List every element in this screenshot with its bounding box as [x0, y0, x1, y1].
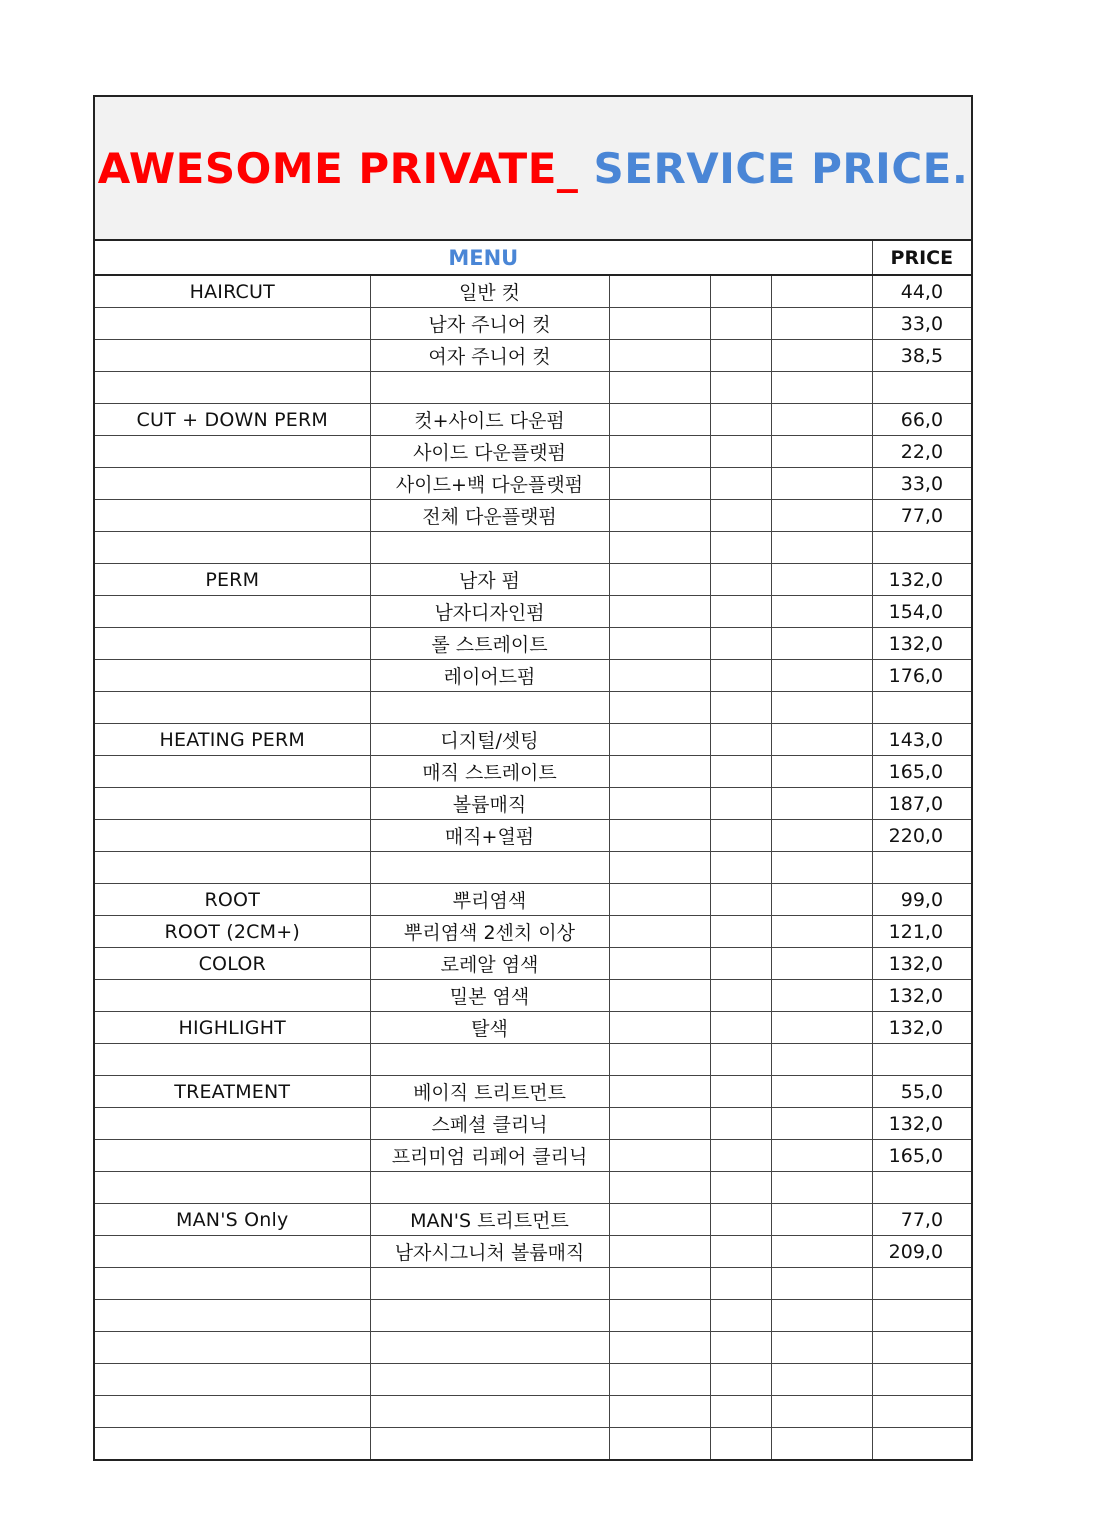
empty-cell: [771, 564, 872, 596]
empty-cell: [771, 1172, 872, 1204]
empty-cell: [609, 564, 710, 596]
price-cell: 154,0: [872, 596, 971, 628]
price-cell: 209,0: [872, 1236, 971, 1268]
menu-item-cell: [370, 1172, 609, 1204]
table-row: [95, 916, 971, 948]
empty-cell: [609, 948, 710, 980]
empty-cell: [771, 436, 872, 468]
table-row: [95, 628, 971, 660]
table-row: [95, 500, 971, 532]
menu-item-cell: 로레알 염색: [370, 948, 609, 980]
table-row: [95, 1268, 971, 1300]
empty-cell: [609, 1108, 710, 1140]
empty-cell: [771, 1236, 872, 1268]
empty-cell: [771, 916, 872, 948]
price-cell: [872, 1364, 971, 1396]
table-row: [95, 308, 971, 340]
page-title: [98, 144, 969, 193]
category-cell: HIGHLIGHT: [95, 1012, 370, 1044]
menu-item-cell: 밀본 염색: [370, 980, 609, 1012]
empty-cell: [609, 788, 710, 820]
menu-item-cell: 프리미엄 리페어 클리닉: [370, 1140, 609, 1172]
empty-cell: [609, 1300, 710, 1332]
price-cell: 22,0: [872, 436, 971, 468]
menu-item-cell: 레이어드펌: [370, 660, 609, 692]
table-row: [95, 756, 971, 788]
empty-cell: [771, 1076, 872, 1108]
price-cell: 33,0: [872, 308, 971, 340]
menu-item-cell: [370, 1044, 609, 1076]
empty-cell: [710, 404, 771, 436]
category-cell: [95, 692, 370, 724]
category-cell: TREATMENT: [95, 1076, 370, 1108]
empty-cell: [710, 1396, 771, 1428]
table-row: [95, 1204, 971, 1236]
empty-cell: [710, 532, 771, 564]
category-cell: [95, 660, 370, 692]
category-cell: [95, 500, 370, 532]
empty-cell: [771, 852, 872, 884]
empty-cell: [609, 916, 710, 948]
title-band: [95, 97, 971, 241]
menu-item-cell: [370, 852, 609, 884]
empty-cell: [710, 948, 771, 980]
empty-cell: [771, 1396, 872, 1428]
empty-cell: [609, 1140, 710, 1172]
category-cell: HAIRCUT: [95, 275, 370, 308]
price-cell: 132,0: [872, 564, 971, 596]
empty-cell: [710, 372, 771, 404]
table-row: [95, 532, 971, 564]
price-cell: [872, 1268, 971, 1300]
table-row: [95, 1236, 971, 1268]
menu-item-cell: 남자시그니처 볼륨매직: [370, 1236, 609, 1268]
empty-cell: [771, 884, 872, 916]
title-part-red: AWESOME PRIVATE_: [97, 143, 579, 193]
menu-item-cell: [370, 1364, 609, 1396]
category-cell: COLOR: [95, 948, 370, 980]
price-cell: 220,0: [872, 820, 971, 852]
table-row: [95, 1300, 971, 1332]
price-cell: 77,0: [872, 500, 971, 532]
empty-cell: [771, 500, 872, 532]
empty-cell: [710, 1428, 771, 1460]
menu-item-cell: [370, 1332, 609, 1364]
category-cell: [95, 1044, 370, 1076]
price-cell: 165,0: [872, 1140, 971, 1172]
category-cell: [95, 308, 370, 340]
empty-cell: [771, 1364, 872, 1396]
menu-item-cell: [370, 692, 609, 724]
menu-item-cell: 남자디자인펌: [370, 596, 609, 628]
price-cell: [872, 532, 971, 564]
empty-cell: [771, 980, 872, 1012]
empty-cell: [609, 468, 710, 500]
category-cell: [95, 1396, 370, 1428]
menu-item-cell: MAN'S 트리트먼트: [370, 1204, 609, 1236]
empty-cell: [609, 1364, 710, 1396]
menu-item-cell: [370, 1268, 609, 1300]
price-cell: 176,0: [872, 660, 971, 692]
table-row: [95, 1364, 971, 1396]
empty-cell: [609, 436, 710, 468]
category-cell: PERM: [95, 564, 370, 596]
price-cell: [872, 1172, 971, 1204]
category-cell: [95, 532, 370, 564]
header-row: [95, 241, 971, 275]
empty-cell: [609, 596, 710, 628]
price-cell: 132,0: [872, 628, 971, 660]
empty-cell: [609, 308, 710, 340]
empty-cell: [710, 275, 771, 308]
empty-cell: [771, 1108, 872, 1140]
menu-item-cell: [370, 372, 609, 404]
table-row: [95, 788, 971, 820]
table-row: [95, 564, 971, 596]
empty-cell: [771, 692, 872, 724]
category-cell: [95, 1108, 370, 1140]
empty-cell: [710, 1268, 771, 1300]
empty-cell: [710, 1140, 771, 1172]
menu-item-cell: 뿌리염색: [370, 884, 609, 916]
empty-cell: [771, 372, 872, 404]
empty-cell: [710, 788, 771, 820]
empty-cell: [710, 340, 771, 372]
table-row: [95, 1076, 971, 1108]
table-row: [95, 596, 971, 628]
empty-cell: [609, 372, 710, 404]
empty-cell: [710, 308, 771, 340]
empty-cell: [710, 852, 771, 884]
empty-cell: [710, 724, 771, 756]
empty-cell: [609, 1428, 710, 1460]
empty-cell: [710, 1108, 771, 1140]
menu-item-cell: 여자 주니어 컷: [370, 340, 609, 372]
price-cell: 187,0: [872, 788, 971, 820]
empty-cell: [609, 1076, 710, 1108]
category-cell: [95, 788, 370, 820]
table-row: [95, 980, 971, 1012]
empty-cell: [710, 884, 771, 916]
menu-item-cell: 남자 주니어 컷: [370, 308, 609, 340]
table-row: [95, 820, 971, 852]
menu-item-cell: 일반 컷: [370, 275, 609, 308]
category-cell: ROOT (2CM+): [95, 916, 370, 948]
category-cell: [95, 1364, 370, 1396]
menu-item-cell: [370, 1300, 609, 1332]
empty-cell: [771, 660, 872, 692]
category-cell: [95, 1332, 370, 1364]
empty-cell: [710, 1364, 771, 1396]
table-row: [95, 1108, 971, 1140]
table-row: [95, 948, 971, 980]
empty-cell: [609, 1204, 710, 1236]
category-cell: [95, 340, 370, 372]
table-row: [95, 1172, 971, 1204]
price-cell: [872, 372, 971, 404]
menu-item-cell: 전체 다운플랫펌: [370, 500, 609, 532]
category-cell: [95, 980, 370, 1012]
table-row: [95, 660, 971, 692]
category-cell: [95, 596, 370, 628]
price-header: PRICE: [872, 241, 971, 275]
price-cell: 77,0: [872, 1204, 971, 1236]
price-cell: 66,0: [872, 404, 971, 436]
table-row: [95, 1012, 971, 1044]
empty-cell: [710, 1076, 771, 1108]
empty-cell: [609, 500, 710, 532]
menu-item-cell: 베이직 트리트먼트: [370, 1076, 609, 1108]
empty-cell: [771, 468, 872, 500]
category-cell: [95, 628, 370, 660]
table-row: [95, 852, 971, 884]
empty-cell: [609, 692, 710, 724]
table-row: [95, 1396, 971, 1428]
price-cell: 143,0: [872, 724, 971, 756]
menu-item-cell: 사이드 다운플랫펌: [370, 436, 609, 468]
category-cell: [95, 1268, 370, 1300]
empty-cell: [771, 1012, 872, 1044]
empty-cell: [710, 1172, 771, 1204]
empty-cell: [771, 948, 872, 980]
empty-cell: [771, 1300, 872, 1332]
empty-cell: [771, 404, 872, 436]
menu-item-cell: 매직 스트레이트: [370, 756, 609, 788]
price-cell: 121,0: [872, 916, 971, 948]
empty-cell: [771, 1428, 872, 1460]
price-table: [95, 241, 971, 1459]
empty-cell: [771, 724, 872, 756]
table-row: [95, 275, 971, 308]
empty-cell: [771, 1268, 872, 1300]
category-cell: [95, 468, 370, 500]
category-cell: MAN'S Only: [95, 1204, 370, 1236]
empty-cell: [710, 692, 771, 724]
price-sheet: [93, 95, 973, 1461]
empty-cell: [710, 756, 771, 788]
menu-item-cell: 볼륨매직: [370, 788, 609, 820]
category-cell: [95, 1172, 370, 1204]
empty-cell: [710, 1012, 771, 1044]
empty-cell: [710, 820, 771, 852]
category-cell: [95, 756, 370, 788]
category-cell: [95, 1236, 370, 1268]
empty-cell: [609, 275, 710, 308]
category-cell: [95, 372, 370, 404]
menu-item-cell: [370, 1428, 609, 1460]
empty-cell: [771, 788, 872, 820]
table-row: [95, 1428, 971, 1460]
empty-cell: [710, 1044, 771, 1076]
empty-cell: [710, 1236, 771, 1268]
menu-item-cell: [370, 532, 609, 564]
empty-cell: [771, 596, 872, 628]
table-row: [95, 436, 971, 468]
table-row: [95, 724, 971, 756]
category-cell: [95, 436, 370, 468]
price-cell: 132,0: [872, 980, 971, 1012]
menu-item-cell: 탈색: [370, 1012, 609, 1044]
empty-cell: [609, 340, 710, 372]
empty-cell: [710, 468, 771, 500]
empty-cell: [609, 756, 710, 788]
price-cell: 165,0: [872, 756, 971, 788]
menu-item-cell: 스페셜 클리닉: [370, 1108, 609, 1140]
table-row: [95, 340, 971, 372]
menu-item-cell: 컷+사이드 다운펌: [370, 404, 609, 436]
table-row: [95, 372, 971, 404]
empty-cell: [609, 852, 710, 884]
table-row: [95, 404, 971, 436]
empty-cell: [771, 1332, 872, 1364]
table-row: [95, 884, 971, 916]
empty-cell: [710, 916, 771, 948]
empty-cell: [609, 980, 710, 1012]
empty-cell: [771, 628, 872, 660]
price-cell: [872, 1300, 971, 1332]
price-cell: 55,0: [872, 1076, 971, 1108]
empty-cell: [609, 628, 710, 660]
menu-item-cell: 사이드+백 다운플랫펌: [370, 468, 609, 500]
empty-cell: [710, 660, 771, 692]
price-cell: [872, 1332, 971, 1364]
empty-cell: [609, 724, 710, 756]
table-row: [95, 1332, 971, 1364]
empty-cell: [710, 1204, 771, 1236]
price-cell: 44,0: [872, 275, 971, 308]
category-cell: [95, 852, 370, 884]
category-cell: [95, 1428, 370, 1460]
menu-item-cell: 매직+열펌: [370, 820, 609, 852]
price-cell: 38,5: [872, 340, 971, 372]
empty-cell: [771, 1140, 872, 1172]
table-row: [95, 1140, 971, 1172]
empty-cell: [771, 1044, 872, 1076]
category-cell: CUT + DOWN PERM: [95, 404, 370, 436]
empty-cell: [771, 275, 872, 308]
empty-cell: [771, 308, 872, 340]
menu-item-cell: 뿌리염색 2센치 이상: [370, 916, 609, 948]
empty-cell: [609, 660, 710, 692]
empty-cell: [771, 340, 872, 372]
empty-cell: [771, 820, 872, 852]
category-cell: [95, 820, 370, 852]
empty-cell: [609, 1396, 710, 1428]
price-cell: 132,0: [872, 1012, 971, 1044]
empty-cell: [609, 1012, 710, 1044]
empty-cell: [609, 1236, 710, 1268]
price-cell: 33,0: [872, 468, 971, 500]
empty-cell: [710, 628, 771, 660]
category-cell: [95, 1300, 370, 1332]
empty-cell: [609, 1268, 710, 1300]
empty-cell: [771, 756, 872, 788]
price-cell: [872, 692, 971, 724]
empty-cell: [609, 820, 710, 852]
title-part-blue: SERVICE PRICE.: [593, 143, 969, 193]
empty-cell: [609, 884, 710, 916]
empty-cell: [609, 1172, 710, 1204]
price-cell: [872, 852, 971, 884]
empty-cell: [609, 1044, 710, 1076]
empty-cell: [710, 1332, 771, 1364]
empty-cell: [710, 436, 771, 468]
price-cell: 132,0: [872, 948, 971, 980]
menu-item-cell: 디지털/셋팅: [370, 724, 609, 756]
category-cell: [95, 1140, 370, 1172]
empty-cell: [771, 532, 872, 564]
category-cell: ROOT: [95, 884, 370, 916]
empty-cell: [771, 1204, 872, 1236]
empty-cell: [710, 564, 771, 596]
empty-cell: [710, 1300, 771, 1332]
empty-cell: [609, 404, 710, 436]
menu-header: MENU: [95, 241, 872, 275]
table-row: [95, 692, 971, 724]
price-cell: [872, 1396, 971, 1428]
price-cell: [872, 1044, 971, 1076]
price-cell: 99,0: [872, 884, 971, 916]
empty-cell: [710, 980, 771, 1012]
menu-item-cell: [370, 1396, 609, 1428]
menu-item-cell: 롤 스트레이트: [370, 628, 609, 660]
empty-cell: [710, 596, 771, 628]
empty-cell: [609, 532, 710, 564]
empty-cell: [710, 500, 771, 532]
table-row: [95, 468, 971, 500]
empty-cell: [609, 1332, 710, 1364]
price-cell: 132,0: [872, 1108, 971, 1140]
price-cell: [872, 1428, 971, 1460]
menu-item-cell: 남자 펌: [370, 564, 609, 596]
category-cell: HEATING PERM: [95, 724, 370, 756]
table-row: [95, 1044, 971, 1076]
